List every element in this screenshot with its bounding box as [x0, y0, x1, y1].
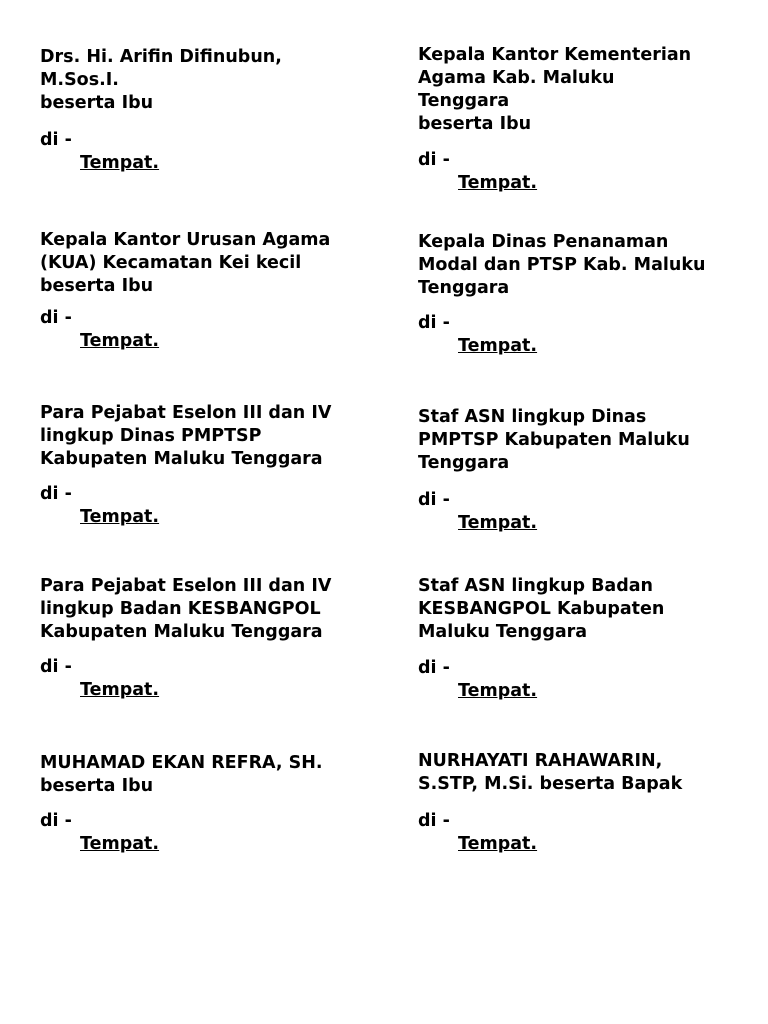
address-label-3 — [40, 229, 375, 353]
di-text: di - — [40, 484, 72, 504]
recipient-line: Staf ASN lingkup Dinas — [418, 407, 647, 427]
recipient-line: beserta Ibu — [40, 776, 154, 796]
di-text: di - — [40, 308, 72, 328]
address-label-10 — [418, 750, 753, 856]
di-text: di - — [418, 313, 450, 333]
recipient-line: (KUA) Kecamatan Kei kecil — [40, 253, 302, 273]
recipient-line: KESBANGPOL Kabupaten — [418, 599, 665, 619]
recipient-line: Modal dan PTSP Kab. Maluku — [418, 255, 706, 275]
recipient-line: Agama Kab. Maluku — [418, 68, 615, 88]
recipient-line: M.Sos.I. — [40, 70, 119, 90]
recipient-line: NURHAYATI RAHAWARIN, — [418, 751, 663, 771]
di-text: di - — [418, 811, 450, 831]
tempat-text: Tempat. — [458, 834, 538, 854]
tempat-text: Tempat. — [80, 680, 160, 700]
address-label-9 — [40, 752, 375, 856]
di-text: di - — [418, 658, 450, 678]
address-label-4 — [418, 231, 753, 358]
tempat-text: Tempat. — [80, 153, 160, 173]
di-text: di - — [418, 150, 450, 170]
recipient-line: Staf ASN lingkup Badan — [418, 576, 654, 596]
recipient-line: Kabupaten Maluku Tenggara — [40, 622, 323, 642]
recipient-line: beserta Ibu — [40, 93, 154, 113]
recipient-line: Maluku Tenggara — [418, 622, 588, 642]
recipient-line: beserta Ibu — [40, 276, 154, 296]
recipient-line: Para Pejabat Eselon III dan IV — [40, 576, 332, 596]
recipient-line: beserta Ibu — [418, 114, 532, 134]
address-label-5 — [40, 402, 375, 529]
recipient-line: PMPTSP Kabupaten Maluku — [418, 430, 690, 450]
address-label-1 — [40, 46, 375, 175]
tempat-text: Tempat. — [458, 681, 538, 701]
recipient-line: Tenggara — [418, 91, 510, 111]
address-label-6 — [418, 406, 753, 535]
di-text: di - — [40, 657, 72, 677]
tempat-text: Tempat. — [80, 331, 160, 351]
recipient-line: Tenggara — [418, 278, 510, 298]
address-label-2 — [418, 44, 753, 195]
di-text: di - — [40, 130, 72, 150]
recipient-line: Kabupaten Maluku Tenggara — [40, 449, 323, 469]
recipient-line: S.STP, M.Si. beserta Bapak — [418, 774, 683, 794]
tempat-text: Tempat. — [80, 834, 160, 854]
recipient-line: Drs. Hi. Arifin Difinubun, — [40, 47, 282, 67]
tempat-text: Tempat. — [458, 173, 538, 193]
tempat-text: Tempat. — [458, 513, 538, 533]
recipient-line: Para Pejabat Eselon III dan IV — [40, 403, 332, 423]
recipient-line: Kepala Dinas Penanaman — [418, 232, 669, 252]
di-text: di - — [418, 490, 450, 510]
tempat-text: Tempat. — [80, 507, 160, 527]
recipient-line: Tenggara — [418, 453, 510, 473]
address-label-7 — [40, 575, 375, 702]
recipient-line: Kepala Kantor Kementerian — [418, 45, 692, 65]
recipient-line: lingkup Badan KESBANGPOL — [40, 599, 321, 619]
recipient-line: Kepala Kantor Urusan Agama — [40, 230, 331, 250]
address-label-8 — [418, 575, 753, 703]
tempat-text: Tempat. — [458, 336, 538, 356]
recipient-line: lingkup Dinas PMPTSP — [40, 426, 262, 446]
di-text: di - — [40, 811, 72, 831]
recipient-line: MUHAMAD EKAN REFRA, SH. — [40, 753, 323, 773]
